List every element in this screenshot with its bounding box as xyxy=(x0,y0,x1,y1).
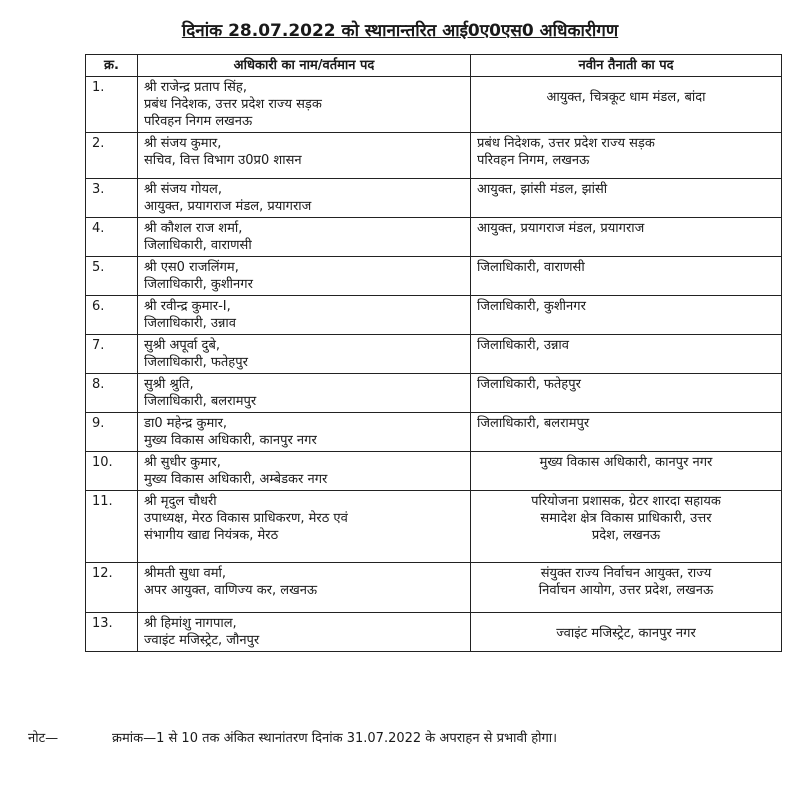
current-post-line: परिवहन निगम लखनऊ xyxy=(144,114,253,129)
current-post-line: ज्वाइंट मजिस्ट्रेट, जौनपुर xyxy=(144,633,260,648)
current-post-line: सचिव, वित्त विभाग उ0प्र0 शासन xyxy=(144,153,302,168)
officer-cell xyxy=(138,335,471,374)
officer-cell xyxy=(138,133,471,179)
new-post-line: प्रदेश, लखनऊ xyxy=(591,528,661,543)
new-post-line: निर्वाचन आयोग, उत्तर प्रदेश, लखनऊ xyxy=(538,583,714,598)
table-row xyxy=(86,335,782,374)
officer-cell xyxy=(138,257,471,296)
serial-number: 11. xyxy=(86,491,138,563)
new-post-cell xyxy=(471,563,782,613)
new-post-line: आयुक्त, प्रयागराज मंडल, प्रयागराज xyxy=(477,221,645,236)
table-row xyxy=(86,452,782,491)
officer-cell xyxy=(138,613,471,652)
current-post-line: उपाध्यक्ष, मेरठ विकास प्राधिकरण, मेरठ एवं xyxy=(144,511,348,526)
current-post-line: जिलाधिकारी, फतेहपुर xyxy=(144,355,248,370)
new-post-line: संयुक्त राज्य निर्वाचन आयुक्त, राज्य xyxy=(540,566,712,581)
officer-cell xyxy=(138,413,471,452)
current-post-line: अपर आयुक्त, वाणिज्य कर, लखनऊ xyxy=(144,583,318,598)
officer-name: श्री हिमांशु नागपाल, xyxy=(144,616,237,631)
note-label: नोट— xyxy=(28,731,59,746)
new-post-line: जिलाधिकारी, वाराणसी xyxy=(477,260,585,275)
serial-number: 8. xyxy=(86,374,138,413)
new-post-cell xyxy=(471,491,782,563)
officer-name: श्री सुधीर कुमार, xyxy=(144,455,221,470)
new-post-cell xyxy=(471,133,782,179)
officer-cell xyxy=(138,491,471,563)
serial-number: 2. xyxy=(86,133,138,179)
table-body xyxy=(86,77,782,652)
current-post-line: मुख्य विकास अधिकारी, कानपुर नगर xyxy=(144,433,317,448)
header-officer-name: अधिकारी का नाम/वर्तमान पद xyxy=(138,55,471,77)
new-post-line: आयुक्त, झांसी मंडल, झांसी xyxy=(477,182,608,197)
officer-name: श्री संजय कुमार, xyxy=(144,136,222,151)
transfer-table xyxy=(85,54,782,652)
serial-number: 9. xyxy=(86,413,138,452)
new-post-line: प्रबंध निदेशक, उत्तर प्रदेश राज्य सड़क xyxy=(477,136,655,151)
table-row xyxy=(86,77,782,133)
officer-name: श्रीमती सुधा वर्मा, xyxy=(144,566,227,581)
serial-number: 3. xyxy=(86,179,138,218)
serial-number: 12. xyxy=(86,563,138,613)
table-row xyxy=(86,613,782,652)
serial-number: 7. xyxy=(86,335,138,374)
current-post-line: जिलाधिकारी, उन्नाव xyxy=(144,316,236,331)
officer-name: श्री राजेन्द्र प्रताप सिंह, xyxy=(144,80,247,95)
new-post-line: समादेश क्षेत्र विकास प्राधिकारी, उत्तर xyxy=(540,511,712,526)
header-serial: क्र. xyxy=(86,55,138,77)
current-post-line: जिलाधिकारी, वाराणसी xyxy=(144,238,252,253)
officer-cell xyxy=(138,218,471,257)
new-post-line: जिलाधिकारी, कुशीनगर xyxy=(477,299,586,314)
current-post-line: जिलाधिकारी, बलरामपुर xyxy=(144,394,257,409)
new-post-line: परिवहन निगम, लखनऊ xyxy=(477,153,590,168)
new-post-cell xyxy=(471,413,782,452)
serial-number: 1. xyxy=(86,77,138,133)
table-row xyxy=(86,413,782,452)
table-header-row xyxy=(86,55,782,77)
new-post-line: परियोजना प्रशासक, ग्रेटर शारदा सहायक xyxy=(531,494,721,509)
officer-cell xyxy=(138,374,471,413)
new-post-line: मुख्य विकास अधिकारी, कानपुर नगर xyxy=(539,455,713,470)
officer-name: सुश्री अपूर्वा दुबे, xyxy=(144,338,220,353)
officer-name: श्री रवीन्द्र कुमार-I, xyxy=(144,299,231,314)
document-title-text: दिनांक 28.07.2022 को स्थानान्तरित आई0ए0एस0 अधिकारीगण xyxy=(181,21,619,41)
officer-name: श्री मृदुल चौधरी xyxy=(144,494,217,509)
note-text: क्रमांक—1 से 10 तक अंकित स्थानांतरण दिनांक 31.07.2022 के अपराहन से प्रभावी होगा। xyxy=(112,731,558,746)
new-post-line: जिलाधिकारी, उन्नाव xyxy=(477,338,569,353)
officer-cell xyxy=(138,296,471,335)
officer-name: डा0 महेन्द्र कुमार, xyxy=(144,416,228,431)
current-post-line: जिलाधिकारी, कुशीनगर xyxy=(144,277,253,292)
new-post-cell xyxy=(471,257,782,296)
serial-number: 13. xyxy=(86,613,138,652)
new-post-line: जिलाधिकारी, फतेहपुर xyxy=(477,377,581,392)
current-post-line: संभागीय खाद्य नियंत्रक, मेरठ xyxy=(144,528,279,543)
table-row xyxy=(86,179,782,218)
new-post-cell xyxy=(471,613,782,652)
current-post-line: मुख्य विकास अधिकारी, अम्बेडकर नगर xyxy=(144,472,328,487)
document-title xyxy=(0,18,800,41)
new-post-cell xyxy=(471,335,782,374)
new-post-cell xyxy=(471,218,782,257)
current-post-line: प्रबंध निदेशक, उत्तर प्रदेश राज्य सड़क xyxy=(144,97,322,112)
officer-name: श्री एस0 राजलिंगम, xyxy=(144,260,239,275)
officer-name: सुश्री श्रुति, xyxy=(144,377,194,392)
header-new-post: नवीन तैनाती का पद xyxy=(471,55,782,77)
officer-name: श्री संजय गोयल, xyxy=(144,182,222,197)
officer-cell xyxy=(138,77,471,133)
serial-number: 10. xyxy=(86,452,138,491)
officer-cell xyxy=(138,563,471,613)
serial-number: 4. xyxy=(86,218,138,257)
table-row xyxy=(86,563,782,613)
serial-number: 5. xyxy=(86,257,138,296)
officer-cell xyxy=(138,179,471,218)
new-post-cell xyxy=(471,374,782,413)
officer-name: श्री कौशल राज शर्मा, xyxy=(144,221,243,236)
new-post-cell xyxy=(471,296,782,335)
table-row xyxy=(86,257,782,296)
table-row xyxy=(86,296,782,335)
table-row xyxy=(86,491,782,563)
current-post-line: आयुक्त, प्रयागराज मंडल, प्रयागराज xyxy=(144,199,312,214)
table-row xyxy=(86,218,782,257)
new-post-cell xyxy=(471,179,782,218)
new-post-line: ज्वाइंट मजिस्ट्रेट, कानपुर नगर xyxy=(556,626,696,641)
new-post-line: जिलाधिकारी, बलरामपुर xyxy=(477,416,590,431)
serial-number: 6. xyxy=(86,296,138,335)
table-row xyxy=(86,133,782,179)
new-post-line: आयुक्त, चित्रकूट धाम मंडल, बांदा xyxy=(546,90,706,105)
new-post-cell xyxy=(471,77,782,133)
table-row xyxy=(86,374,782,413)
officer-cell xyxy=(138,452,471,491)
new-post-cell xyxy=(471,452,782,491)
